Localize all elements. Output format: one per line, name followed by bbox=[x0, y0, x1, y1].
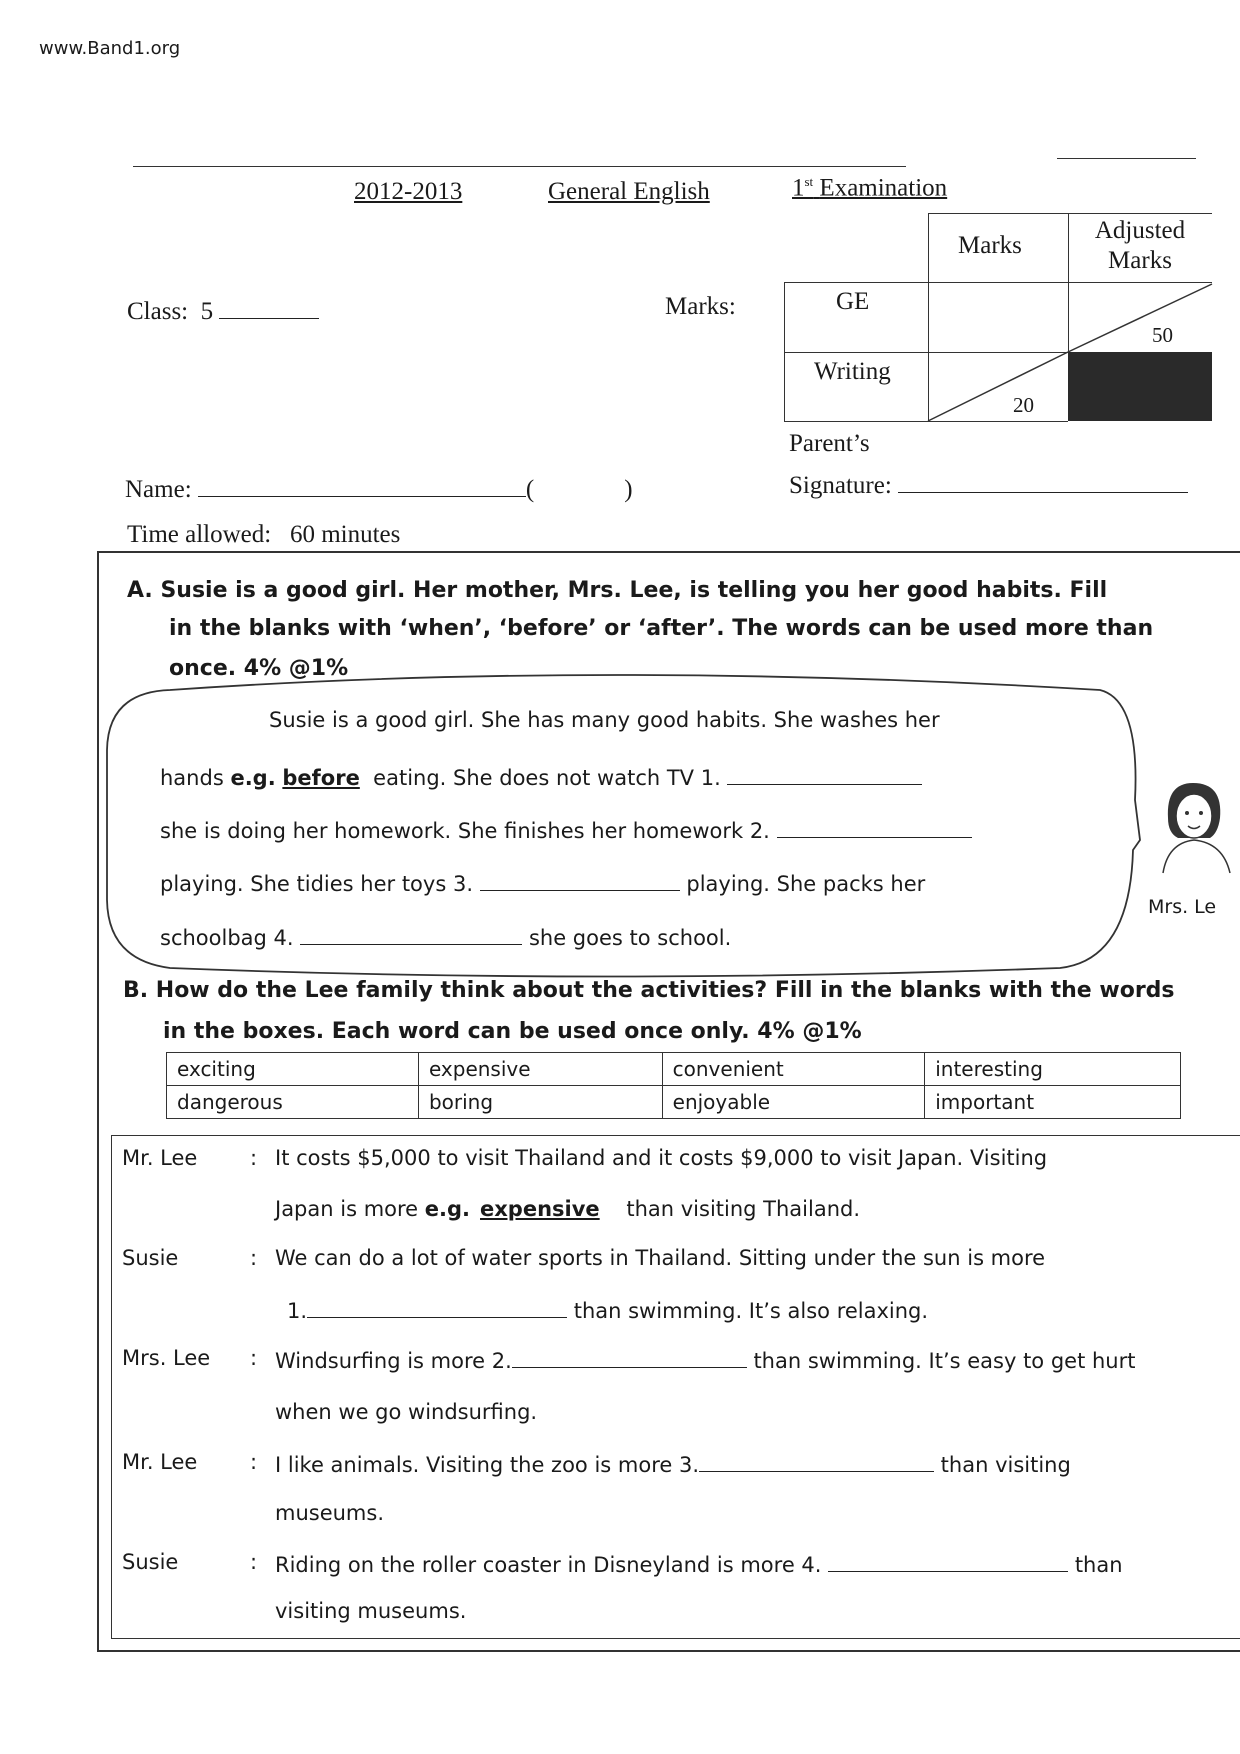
blank-1[interactable] bbox=[307, 1296, 567, 1318]
speaker: Mrs. Lee bbox=[122, 1346, 211, 1370]
word-cell: expensive bbox=[418, 1053, 662, 1086]
dialogue-line: 1. than swimming. It’s also relaxing. bbox=[287, 1296, 928, 1323]
row-ge: GE bbox=[836, 288, 870, 315]
mrs-lee-portrait-icon bbox=[1148, 778, 1240, 878]
example-answer: before bbox=[282, 766, 360, 790]
time-allowed: Time allowed: 60 minutes bbox=[127, 521, 401, 548]
bubble-line-3: she is doing her homework. She finishes her homework 2. bbox=[160, 816, 972, 843]
speaker: Mr. Lee bbox=[122, 1450, 198, 1474]
bubble-line-1: Susie is a good girl. She has many good habits. She washes her bbox=[269, 708, 940, 732]
dialogue-line: when we go windsurfing. bbox=[275, 1400, 538, 1424]
word-cell: interesting bbox=[925, 1053, 1181, 1086]
signature-field[interactable]: Signature: bbox=[789, 467, 1188, 500]
speaker: Susie bbox=[122, 1550, 179, 1574]
dialogue-line: It costs $5,000 to visit Thailand and it costs $9,000 to visit Japan. Visiting bbox=[275, 1146, 1048, 1170]
col-marks: Marks bbox=[958, 232, 1022, 259]
word-cell: convenient bbox=[662, 1053, 925, 1086]
word-cell: exciting bbox=[167, 1053, 419, 1086]
ge-total: 50 bbox=[1152, 323, 1173, 347]
blank-1[interactable] bbox=[727, 763, 922, 785]
speaker: Mr. Lee bbox=[122, 1146, 198, 1170]
name-field[interactable]: Name: ( ) bbox=[125, 471, 633, 504]
dialogue-line: I like animals. Visiting the zoo is more 3. than visiting bbox=[275, 1450, 1071, 1477]
row-writing: Writing bbox=[814, 358, 891, 385]
word-cell: boring bbox=[418, 1086, 662, 1119]
section-a-instruction-3: once. 4% @1% bbox=[169, 656, 349, 681]
section-b-instruction-2: in the boxes. Each word can be used once only. 4% @1% bbox=[163, 1019, 862, 1044]
dialogue-line: Windsurfing is more 2. than swimming. It’s easy to get hurt bbox=[275, 1346, 1135, 1373]
col-adjusted: Adjusted Marks bbox=[1094, 217, 1186, 274]
colon: : bbox=[250, 1550, 258, 1574]
section-a-instruction-1: A. Susie is a good girl. Her mother, Mrs. Lee, is telling you her good habits. Fill bbox=[127, 578, 1108, 603]
bubble-line-2: hands e.g. before eating. She does not watch TV 1. bbox=[160, 763, 922, 790]
class-field[interactable]: Class: 5 bbox=[127, 293, 319, 326]
word-cell: enjoyable bbox=[662, 1086, 925, 1119]
year: 2012-2013 bbox=[354, 178, 463, 205]
section-a-instruction-2: in the blanks with ‘when’, ‘before’ or ‘after’. The words can be used more than bbox=[169, 616, 1154, 641]
dialogue-line: Japan is more e.g. expensive than visiting Thailand. bbox=[275, 1197, 861, 1221]
word-cell: important bbox=[925, 1086, 1181, 1119]
colon: : bbox=[250, 1346, 258, 1370]
speaker: Susie bbox=[122, 1246, 179, 1270]
writing-total: 20 bbox=[1013, 393, 1034, 417]
blank-2[interactable] bbox=[512, 1346, 747, 1368]
word-cell: dangerous bbox=[167, 1086, 419, 1119]
dialogue-line: Riding on the roller coaster in Disneyland is more 4. than bbox=[275, 1550, 1123, 1577]
mrs-lee-caption: Mrs. Le bbox=[1148, 896, 1217, 918]
dialogue-line: museums. bbox=[275, 1501, 385, 1525]
section-b-instruction-1: B. How do the Lee family think about the activities? Fill in the blanks with the words bbox=[123, 978, 1175, 1003]
exam-title: 1st Examination bbox=[792, 174, 948, 202]
blank-3[interactable] bbox=[699, 1450, 934, 1472]
colon: : bbox=[250, 1246, 258, 1270]
bubble-line-5: schoolbag 4. she goes to school. bbox=[160, 923, 731, 950]
colon: : bbox=[250, 1146, 258, 1170]
blank-3[interactable] bbox=[480, 869, 680, 891]
dialogue-line: visiting museums. bbox=[275, 1599, 467, 1623]
subject: General English bbox=[548, 178, 710, 205]
watermark: www.Band1.org bbox=[39, 38, 181, 59]
dialogue-line: We can do a lot of water sports in Thailand. Sitting under the sun is more bbox=[275, 1246, 1046, 1270]
word-bank bbox=[166, 1052, 1181, 1119]
blank-2[interactable] bbox=[777, 816, 972, 838]
example-answer: expensive bbox=[480, 1197, 600, 1221]
blank-4[interactable] bbox=[828, 1550, 1068, 1572]
parent-label: Parent’s bbox=[789, 430, 870, 457]
marks-label: Marks: bbox=[665, 293, 736, 320]
colon: : bbox=[250, 1450, 258, 1474]
blank-4[interactable] bbox=[300, 923, 522, 945]
bubble-line-4: playing. She tidies her toys 3. playing. She packs her bbox=[160, 869, 925, 896]
